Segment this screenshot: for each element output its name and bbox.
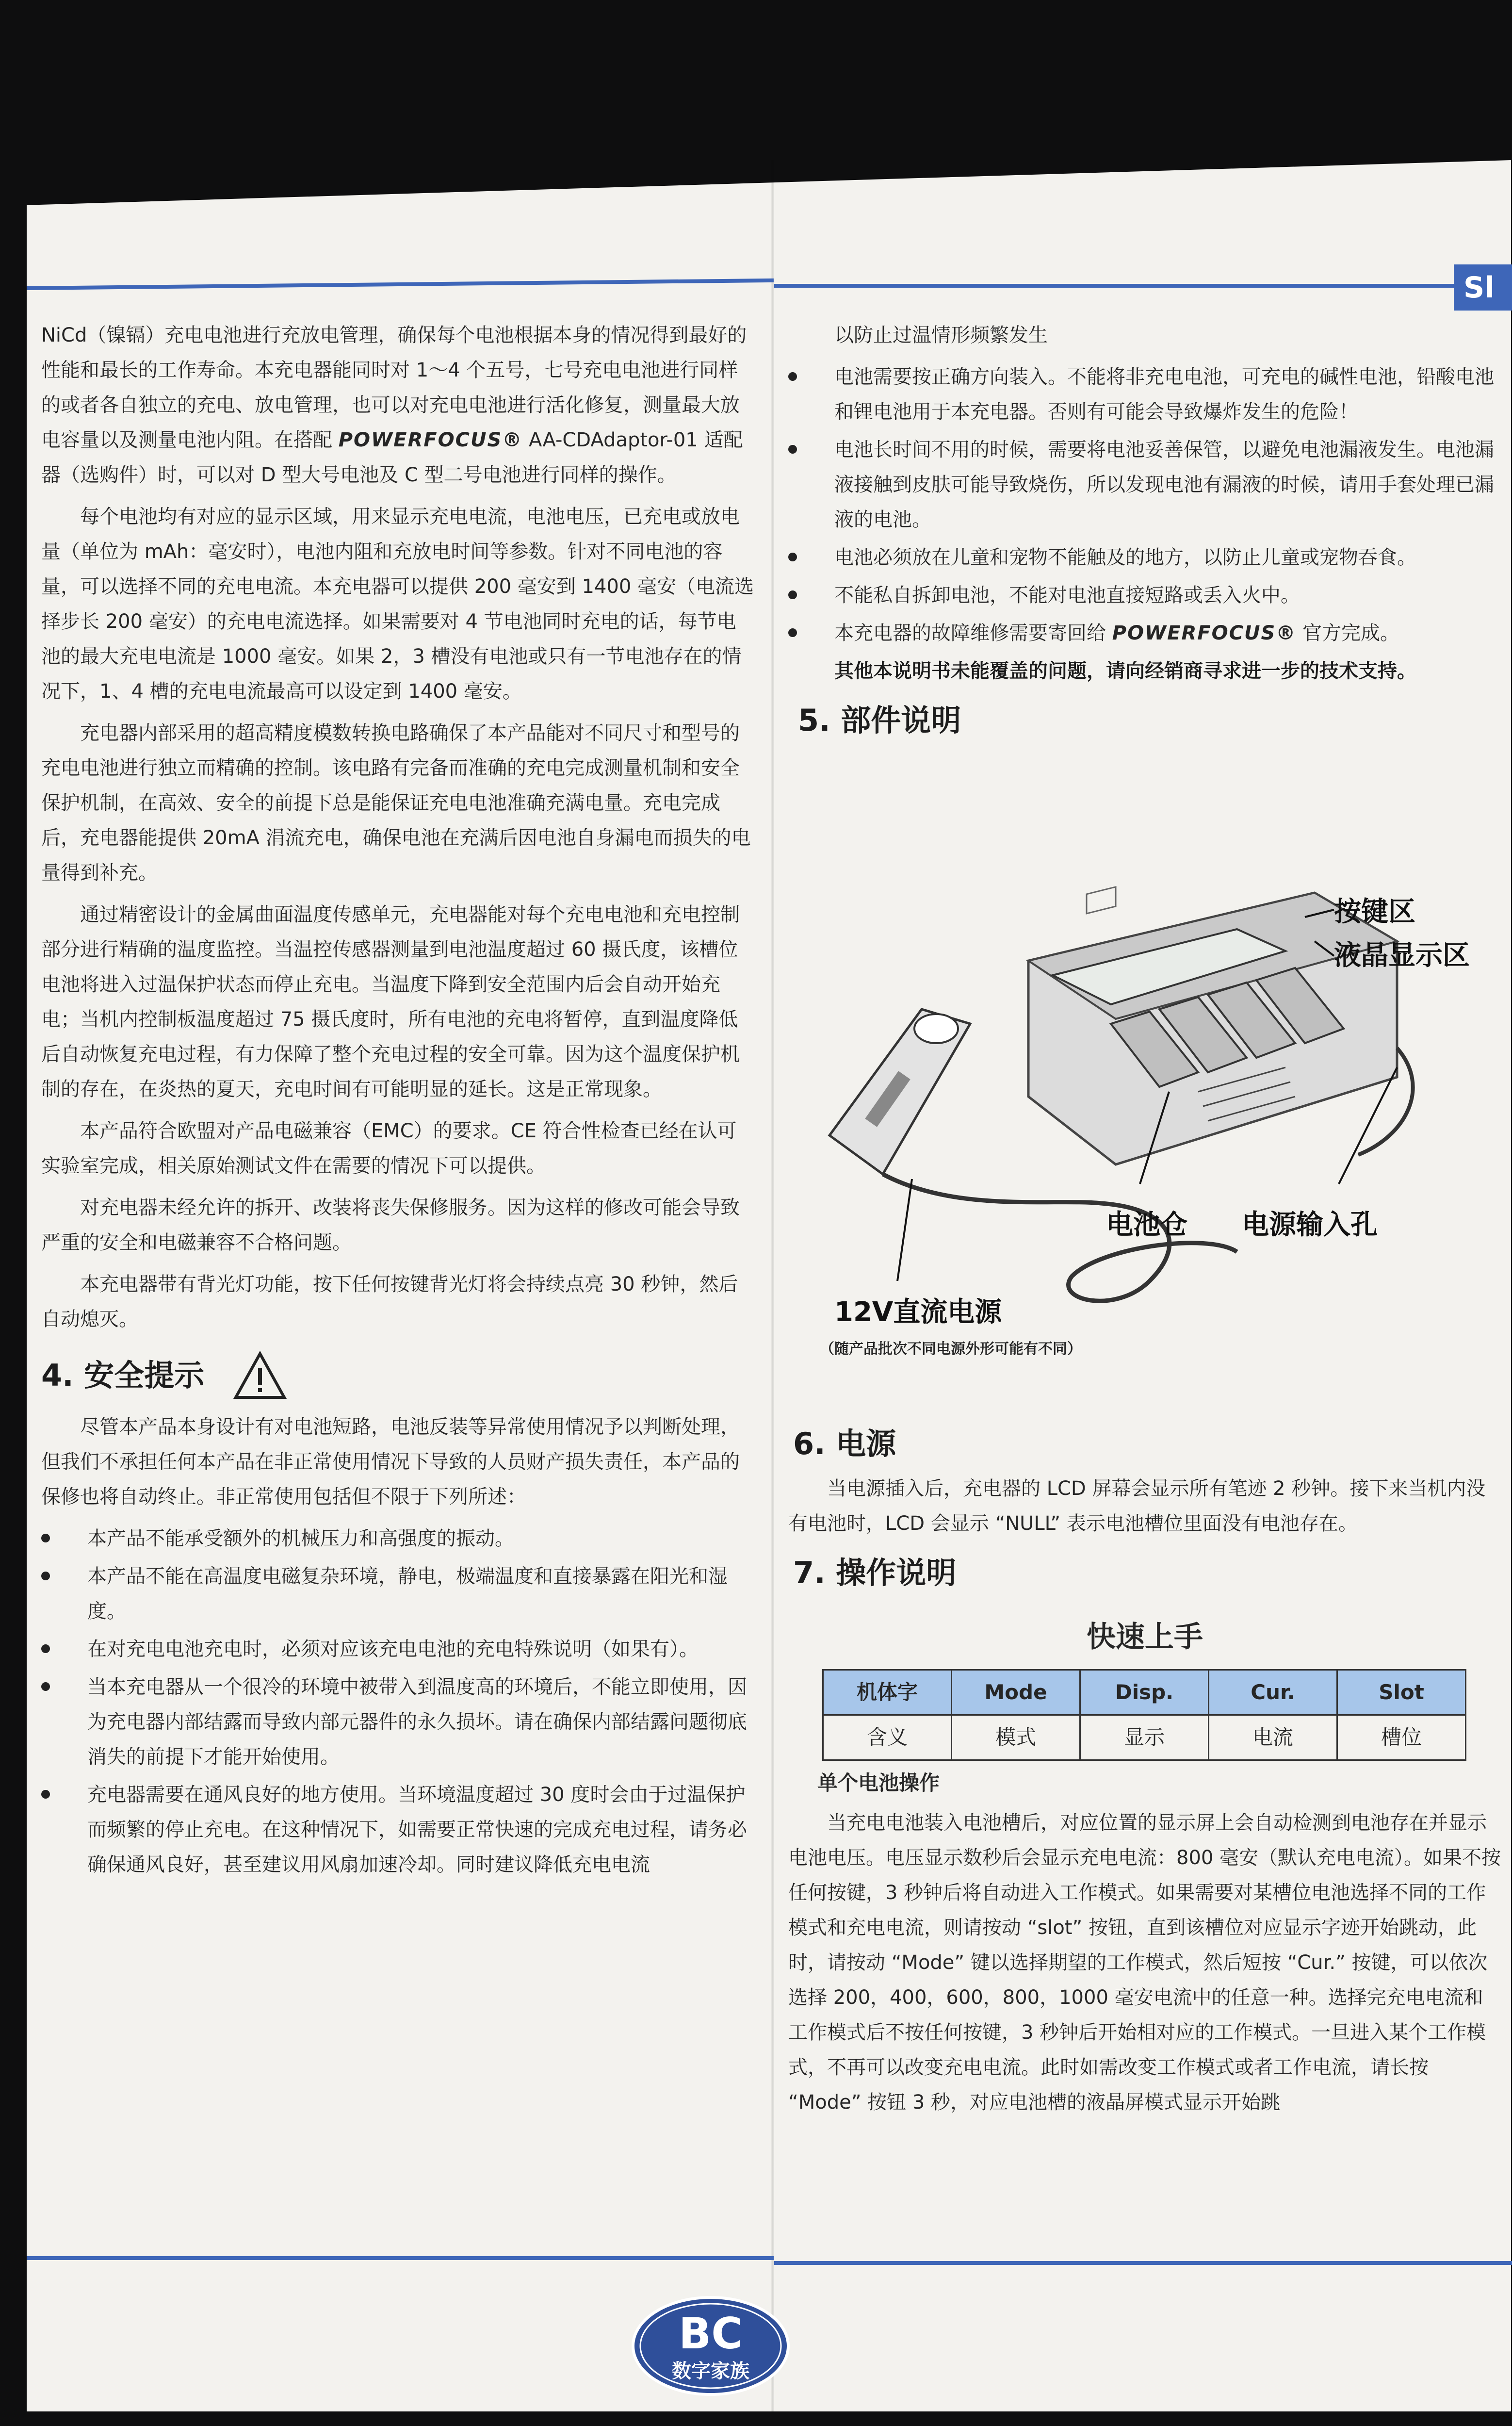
brand-logo: POWERFOCUS® (338, 429, 523, 451)
right-column-lower (788, 1412, 1501, 2127)
label-dc-supply: 12V直流电源 (834, 1296, 1002, 1328)
table-header-cell: Disp. (1080, 1670, 1209, 1715)
section-4-heading: 4. 安全提示 (41, 1351, 754, 1400)
table-cell: 槽位 (1337, 1715, 1466, 1760)
safety-bullet: 本充电器的故障维修需要寄回给 POWERFOCUS® 官方完成。 (788, 616, 1501, 651)
left-column (41, 318, 754, 1885)
table-cell: 电流 (1209, 1715, 1337, 1760)
label-buttons: 按键区 (1334, 896, 1415, 928)
bc-logo (631, 2295, 791, 2397)
section-6-heading: 6. 电源 (793, 1426, 896, 1461)
safety-bullet: 当本充电器从一个很冷的环境中被带入到温度高的环境后，不能立即使用，因为充电器内部结露而导致内部元器件的永久损坏。请在确保内部结露问题彻底消失的前提下才能开始使用。 (41, 1670, 754, 1774)
continued-text: 以防止过温情形频繁发生 (834, 324, 1048, 346)
bottom-rule-left (27, 2256, 774, 2260)
label-lcd: 液晶显示区 (1334, 940, 1470, 971)
safety-bullet: 本产品不能在高温度电磁复杂环境，静电，极端温度和直接暴露在阳光和湿度。 (41, 1559, 754, 1629)
backlight-paragraph: 本充电器带有背光灯功能，按下任何按键背光灯将会持续点亮 30 秒钟，然后自动熄灭。 (41, 1273, 738, 1330)
brand-logo: POWERFOCUS® (1112, 622, 1297, 644)
section-tab: Sl (1454, 264, 1512, 311)
section-5-heading: 5. 部件说明 (798, 703, 961, 738)
operation-paragraph: 当充电电池装入电池槽后，对应位置的显示屏上会自动检测到电池存在并显示电池电压。电压显示数秒后会显示充电电流：800 毫安（默认充电电流）。如果不按任何按键，3 秒钟后将自动进入工作模式。如果需要对某槽位电池选择不同的工作模式和充电电流，则请按动 “slot” 按钮，直到该槽位对应显示字迹开始跳动，此时，请按动 “Mode” 键以选择期望的工作模式，然后短按 “Cur.” 按键，可以依次选择 200，400，600，800，1000 毫安电流中的任意一种。选择完充电电流和工作模式后不按任何按键，3 秒钟后开始相对应的工作模式。一旦进入某个工作模式，不再可以改变充电电流。此时如需改变工作模式或者工作电流，请长按 “Mode” 按钮 3 秒，对应电池槽的液晶屏模式显示开始跳 (788, 1812, 1501, 2114)
support-note: 其他本说明书未能覆盖的问题，请向经销商寻求进一步的技术支持。 (834, 660, 1416, 682)
display-paragraph: 每个电池均有对应的显示区域，用来显示充电电流，电池电压，已充电或放电量（单位为 mAh：毫安时），电池内阻和充放电时间等参数。针对不同电池的容量，可以选择不同的充电电流。本充电器可以提供 200 毫安到 1400 毫安（电流选择步长 200 毫安）的充电电流选择。如果需要对 4 节电池同时充电的话，每节电池的最大充电电流是 1000 毫安。如果 2，3 槽没有电池或只有一节电池存在的情况下，1、4 槽的充电电流最高可以设定到 1400 毫安。 (41, 506, 754, 703)
safety-bullet: 充电器需要在通风良好的地方使用。当环境温度超过 30 度时会由于过温保护而频繁的停止充电。在这种情况下，如需要正常快速的完成充电过程，请务必确保通风良好，甚至建议用风扇加速冷却。同时建议降低充电电流 (41, 1777, 754, 1882)
warning-icon (233, 1351, 287, 1400)
adc-paragraph: 充电器内部采用的超高精度模数转换电路确保了本产品能对不同尺寸和型号的充电电池进行独立而精确的控制。该电路有完备而准确的充电完成测量机制和安全保护机制，在高效、安全的前提下总是能保证充电电池准确充满电量。充电完成后，充电器能提供 20mA 涓流充电，确保电池在充满后因电池自身漏电而损失的电量得到补充。 (41, 722, 751, 884)
section-7-heading: 7. 操作说明 (793, 1555, 957, 1590)
label-dc-note: （随产品批次不同电源外形可能有不同） (820, 1341, 1082, 1358)
temperature-paragraph: 通过精密设计的金属曲面温度传感单元，充电器能对每个充电电池和充电控制部分进行精确的温度监控。当温控传感器测量到电池温度超过 60 摄氏度，该槽位电池将进入过温保护状态而停止充电。当温度下降到安全范围内后会自动开始充电；当机内控制板温度超过 75 摄氏度时，所有电池的充电将暂停，直到温度降低后自动恢复充电过程，有力保障了整个充电过程的安全可靠。因为这个温度保护机制的存在，在炎热的夏天，充电时间有可能明显的延长。这是正常现象。 (41, 903, 740, 1100)
safety-bullet: 电池必须放在儿童和宠物不能触及的地方，以防止儿童或宠物吞食。 (788, 540, 1501, 575)
safety-bullet: 不能私自拆卸电池，不能对电池直接短路或丢入火中。 (788, 578, 1501, 613)
table-header-cell: Cur. (1209, 1670, 1337, 1715)
logo-text-bottom: 数字家族 (672, 2360, 749, 2382)
safety-bullet: 电池长时间不用的时候，需要将电池妥善保管，以避免电池漏液发生。电池漏液接触到皮肤可能导致烧伤，所以发现电池有漏液的时候，请用手套处理已漏液的电池。 (788, 432, 1501, 537)
right-column (788, 318, 1501, 748)
quick-start-title: 快速上手 (1087, 1620, 1203, 1654)
page-fold (771, 160, 774, 2411)
power-paragraph: 当电源插入后，充电器的 LCD 屏幕会显示所有笔迹 2 秒钟。接下来当机内没有电池时，LCD 会显示 “NULL” 表示电池槽位里面没有电池存在。 (788, 1477, 1486, 1535)
safety-bullet: 电池需要按正确方向装入。不能将非充电电池，可充电的碱性电池，铅酸电池和锂电池用于本充电器。否则有可能会导致爆炸发生的危险！ (788, 360, 1501, 429)
bottom-rule-right (774, 2261, 1512, 2265)
warranty-paragraph: 对充电器未经允许的拆开、改装将丧失保修服务。因为这样的修改可能会导致严重的安全和电磁兼容不合格问题。 (41, 1197, 740, 1254)
intro-paragraph: NiCd（镍镉）充电电池进行充放电管理，确保每个电池根据本身的情况得到最好的性能和最长的工作寿命。本充电器能同时对 1～4 个五号，七号充电电池进行同样的或者各自独立的充电、放电管理，也可以对充电电池进行活化修复，测量最大放电容量以及测量电池内阻。在搭配 POWERFOCUS® AA-CDAdaptor-01 适配器（选购件）时，可以对 D 型大号电池及 C 型二号电池进行同样的操作。 (41, 324, 747, 486)
label-power-input: 电源输入孔 (1242, 1209, 1378, 1241)
table-cell: 显示 (1080, 1715, 1209, 1760)
emc-paragraph: 本产品符合欧盟对产品电磁兼容（EMC）的要求。CE 符合性检查已经在认可实验室完成，相关原始测试文件在需要的情况下可以提供。 (41, 1120, 737, 1177)
single-battery-heading: 单个电池操作 (817, 1771, 940, 1795)
label-battery-bay: 电池仓 (1106, 1209, 1187, 1241)
table-header-cell: 机体字 (823, 1670, 952, 1715)
safety-intro: 尽管本产品本身设计有对电池短路，电池反装等异常使用情况予以判断处理，但我们不承担任何本产品在非正常使用情况下导致的人员财产损失责任，本产品的保修也将自动终止。非正常使用包括但不限于下列所述： (41, 1416, 740, 1508)
safety-bullet: 本产品不能承受额外的机械压力和高强度的振动。 (41, 1521, 754, 1556)
key-table (822, 1669, 1466, 1761)
table-header-cell: Slot (1337, 1670, 1466, 1715)
safety-bullet: 在对充电电池充电时，必须对应该充电电池的充电特殊说明（如果有）。 (41, 1632, 754, 1667)
table-cell: 含义 (823, 1715, 952, 1760)
table-cell: 模式 (952, 1715, 1080, 1760)
table-header-cell: Mode (952, 1670, 1080, 1715)
top-rule-right (774, 284, 1512, 288)
logo-text-top: BC (679, 2309, 743, 2359)
